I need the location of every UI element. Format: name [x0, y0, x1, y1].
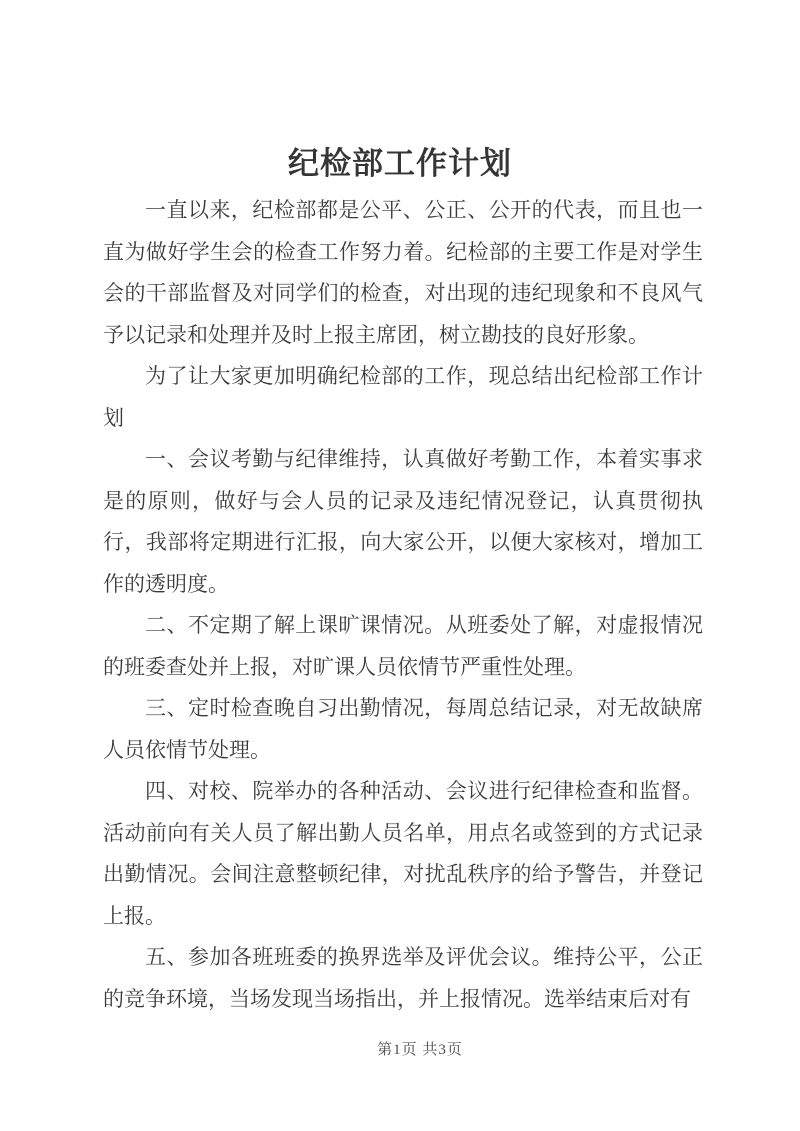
body-paragraph: 一、会议考勤与纪律维持，认真做好考勤工作，本着实事求是的原则，做好与会人员的记录及违纪情况登记，认真贯彻执行，我部将定期进行汇报，向大家公开，以便大家核对，增加工作的透明度。 — [103, 447, 703, 596]
body-paragraph: 为了让大家更加明确纪检部的工作，现总结出纪检部工作计划 — [103, 364, 703, 430]
body-paragraph: 四、对校、院举办的各种活动、会议进行纪律检查和监督。活动前向有关人员了解出勤人员名单，用点名或签到的方式记录出勤情况。会间注意整顿纪律，对扰乱秩序的给予警告，并登记上报。 — [103, 779, 703, 928]
page-footer — [20, 1040, 800, 1060]
document-title: 纪检部工作计划 — [288, 146, 512, 181]
body-paragraph: 三、定时检查晚自习出勤情况，每周总结记录，对无故缺席人员依情节处理。 — [103, 696, 703, 762]
body-paragraph: 一直以来，纪检部都是公平、公正、公开的代表，而且也一直为做好学生会的检查工作努力着。纪检部的主要工作是对学生会的干部监督及对同学们的检查，对出现的违纪现象和不良风气予以记录和处理并及时上报主席团，树立勘技的良好形象。 — [103, 198, 703, 347]
document-body — [103, 190, 703, 1020]
body-paragraph: 二、不定期了解上课旷课情况。从班委处了解，对虚报情况的班委查处并上报，对旷课人员依情节严重性处理。 — [103, 613, 703, 679]
body-paragraph: 五、参加各班班委的换界选举及评优会议。维持公平，公正的竞争环境，当场发现当场指出，并上报情况。选举结束后对有 — [103, 945, 703, 1011]
page-number-label: 第1页 共3页 — [377, 1042, 463, 1058]
